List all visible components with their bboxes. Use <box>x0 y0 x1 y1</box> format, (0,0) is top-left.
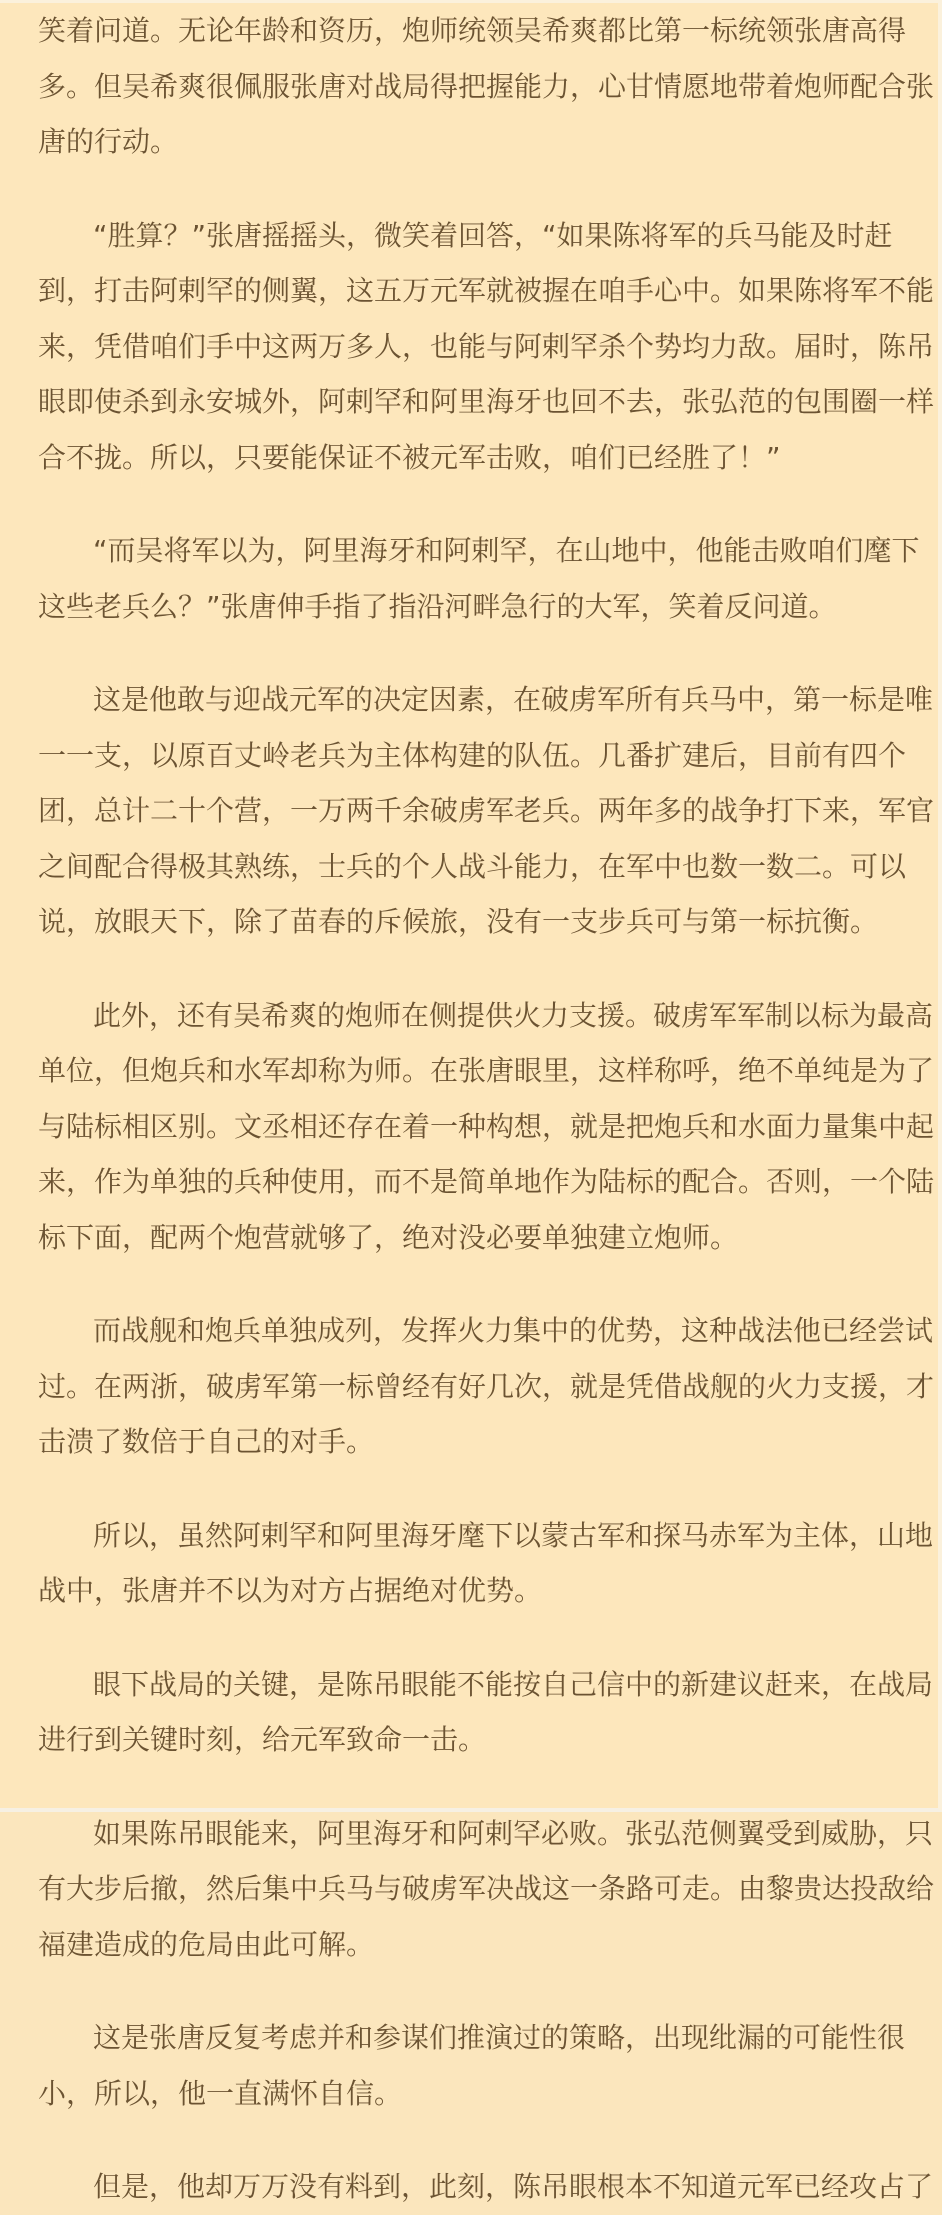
text-line: 这是他敢与迎战元军的决定因素，在破虏军所有兵马中，第一标是唯 <box>93 683 934 716</box>
text-line: 单位，但炮兵和水军却称为师。在张唐眼里，这样称呼，绝不单纯是为了 <box>38 1054 935 1087</box>
text-line: 这是张唐反复考虑并和参谋们推演过的策略，出现纰漏的可能性很 <box>93 2021 906 2054</box>
text-line: 但是，他却万万没有料到，此刻，陈吊眼根本不知道元军已经攻占了 <box>93 2170 934 2203</box>
text-line: 有大步后撤，然后集中兵马与破虏军决战这一条路可走。由黎贵达投敌给 <box>38 1872 935 1905</box>
text-line: 眼下战局的关键，是陈吊眼能不能按自己信中的新建议赶来，在战局 <box>93 1667 934 1701</box>
text-line: 而战舰和炮兵单独成列，发挥火力集中的优势，这种战法他已经尝试 <box>93 1314 934 1347</box>
paragraph-5 <box>38 988 935 1266</box>
text-line: 一一支，以原百丈岭老兵为主体构建的队伍。几番扩建后，目前有四个 <box>38 738 907 772</box>
text-line: 合不拢。所以，只要能保证不被元军击败，咱们已经胜了！” <box>38 440 781 474</box>
paragraph-4 <box>38 672 935 950</box>
text-line: 小，所以，他一直满怀自信。 <box>38 2076 403 2110</box>
text-line: 击溃了数倍于自己的对手。 <box>38 1425 375 1458</box>
text-line: 来，凭借咱们手中这两万多人，也能与阿剌罕杀个势均力敌。届时，陈吊 <box>38 329 935 363</box>
text-line: “胜算？”张唐摇摇头，微笑着回答，“如果陈将军的兵马能及时赶 <box>93 218 893 252</box>
text-line: 战中，张唐并不以为对方占据绝对优势。 <box>38 1574 543 1607</box>
paragraph-6 <box>38 1303 935 1470</box>
paragraph-3 <box>38 523 920 634</box>
text-line: 所以，虽然阿剌罕和阿里海牙麾下以蒙古军和探马赤军为主体，山地 <box>93 1518 934 1552</box>
paragraph-1 <box>38 3 935 170</box>
text-line: 标下面，配两个炮营就够了，绝对没必要单独建立炮师。 <box>38 1220 739 1254</box>
text-line: 这些老兵么？”张唐伸手指了指沿河畔急行的大军，笑着反问道。 <box>38 589 837 623</box>
text-line: 与陆标相区别。文丞相还存在着一种构想，就是把炮兵和水面力量集中起 <box>38 1109 935 1143</box>
text-line: 进行到关键时刻，给元军致命一击。 <box>38 1723 487 1756</box>
text-line: 笑着问道。无论年龄和资历，炮师统领吴希爽都比第一标统领张唐高得 <box>38 14 907 47</box>
article-body <box>38 3 935 2215</box>
text-line: 福建造成的危局由此可解。 <box>38 1927 375 1961</box>
paragraph-7 <box>38 1508 934 1619</box>
paragraph-2 <box>38 208 935 486</box>
text-line: 说，放眼天下，除了苗春的斥候旅，没有一支步兵可与第一标抗衡。 <box>38 905 879 938</box>
text-line: 此外，还有吴希爽的炮师在侧提供火力支援。破虏军军制以标为最高 <box>93 998 934 1032</box>
text-line: 多。但吴希爽很佩服张唐对战局得把握能力，心甘情愿地带着炮师配合张 <box>38 69 935 103</box>
paragraph-11 <box>38 2159 934 2215</box>
paragraph-9 <box>38 1806 935 1973</box>
paragraph-10 <box>38 2010 908 2121</box>
text-line: “而吴将军以为，阿里海牙和阿剌罕，在山地中，他能击败咱们麾下 <box>93 534 920 567</box>
text-line: 到，打击阿剌罕的侧翼，这五万元军就被握在咱手心中。如果陈将军不能 <box>38 274 935 307</box>
text-line: 过。在两浙，破虏军第一标曾经有好几次，就是凭借战舰的火力支援，才 <box>38 1369 935 1403</box>
paragraph-8 <box>38 1657 934 1768</box>
text-line: 如果陈吊眼能来，阿里海牙和阿剌罕必败。张弘范侧翼受到威胁，只 <box>93 1816 934 1850</box>
text-line: 团，总计二十个营，一万两千余破虏军老兵。两年多的战争打下来，军官 <box>38 794 935 827</box>
text-line: 眼即使杀到永安城外，阿剌罕和阿里海牙也回不去，张弘范的包围圈一样 <box>38 385 935 418</box>
text-line: 之间配合得极其熟练，士兵的个人战斗能力，在军中也数一数二。可以 <box>38 849 907 883</box>
text-line: 来，作为单独的兵种使用，而不是简单地作为陆标的配合。否则，一个陆 <box>38 1165 935 1198</box>
text-line: 唐的行动。 <box>38 125 179 158</box>
